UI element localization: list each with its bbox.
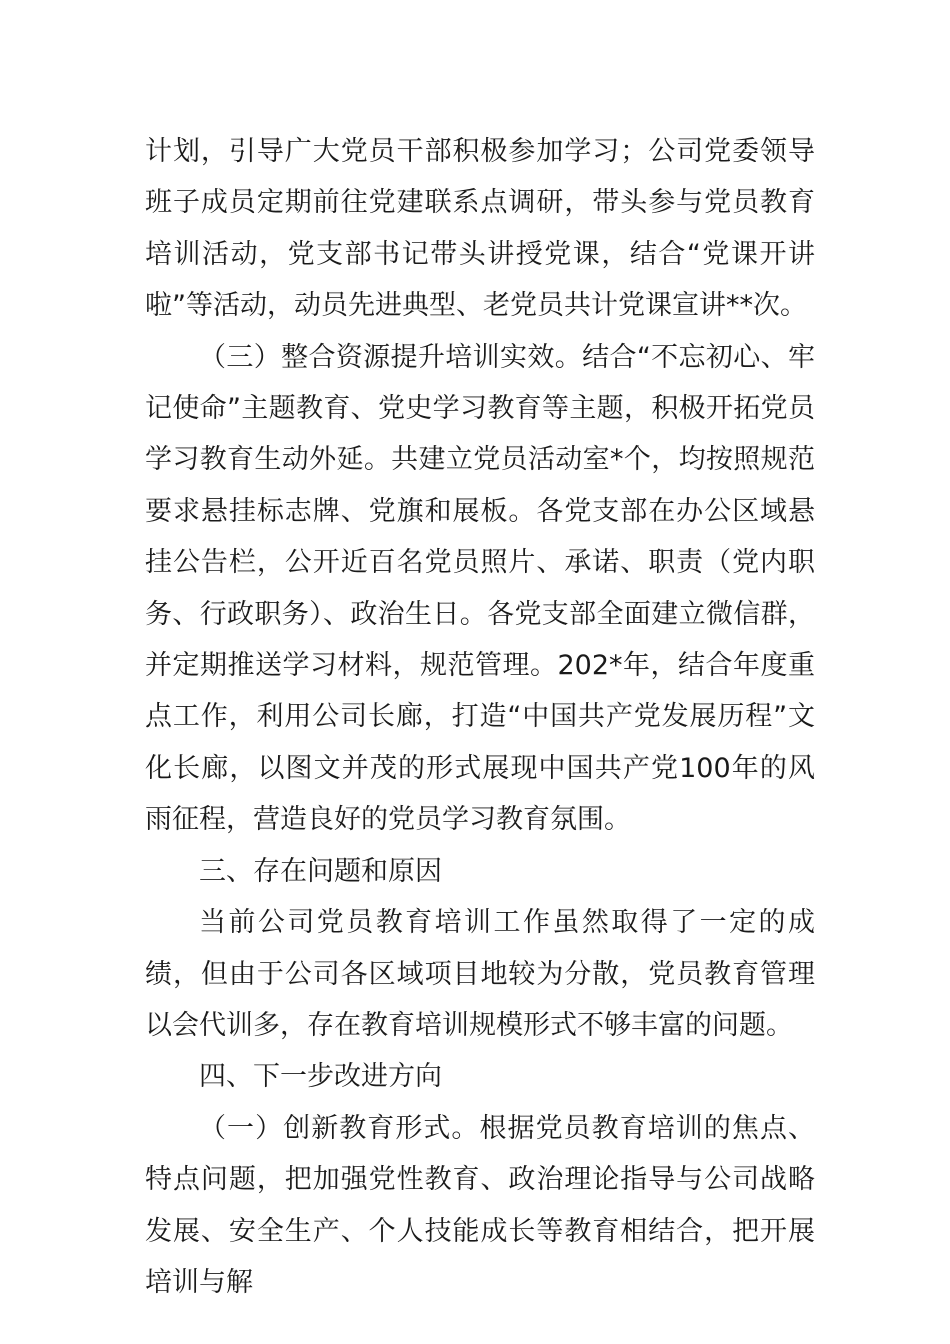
document-body <box>145 126 815 1308</box>
paragraph-continued-plan: 计划，引导广大党员干部积极参加学习；公司党委领导班子成员定期前往党建联系点调研，带头参与党员教育培训活动，党支部书记带头讲授党课，结合“党课开讲啦”等活动，动员先进典型、老党员共计党课宣讲**次。 <box>145 136 815 322</box>
heading-problems-and-causes: 三、存在问题和原因 <box>199 855 442 887</box>
paragraph-innovate-education: （一）创新教育形式。根据党员教育培训的焦点、特点问题，把加强党性教育、政治理论指导与公司战略发展、安全生产、个人技能成长等教育相结合，把开展培训与解 <box>145 1112 815 1298</box>
paragraph-problems: 当前公司党员教育培训工作虽然取得了一定的成绩，但由于公司各区域项目地较为分散，党员教育管理以会代训多，存在教育培训规模形式不够丰富的问题。 <box>145 907 815 1041</box>
heading-next-steps: 四、下一步改进方向 <box>199 1061 442 1093</box>
paragraph-section-2-3: （三）整合资源提升培训实效。结合“不忘初心、牢记使命”主题教育、党史学习教育等主题，积极开拓党员学习教育生动外延。共建立党员活动室*个，均按照规范要求悬挂标志牌、党旗和展板。各党支部在办公区域悬挂公告栏，公开近百名党员照片、承诺、职责（党内职务、行政职务）、政治生日。各党支部全面建立微信群，并定期推送学习材料，规范管理。202*年，结合年度重点工作，利用公司长廊，打造“中国共产党发展历程”文化长廊，以图文并茂的形式展现中国共产党100年的风雨征程，营造良好的党员学习教育氛围。 <box>145 341 815 836</box>
